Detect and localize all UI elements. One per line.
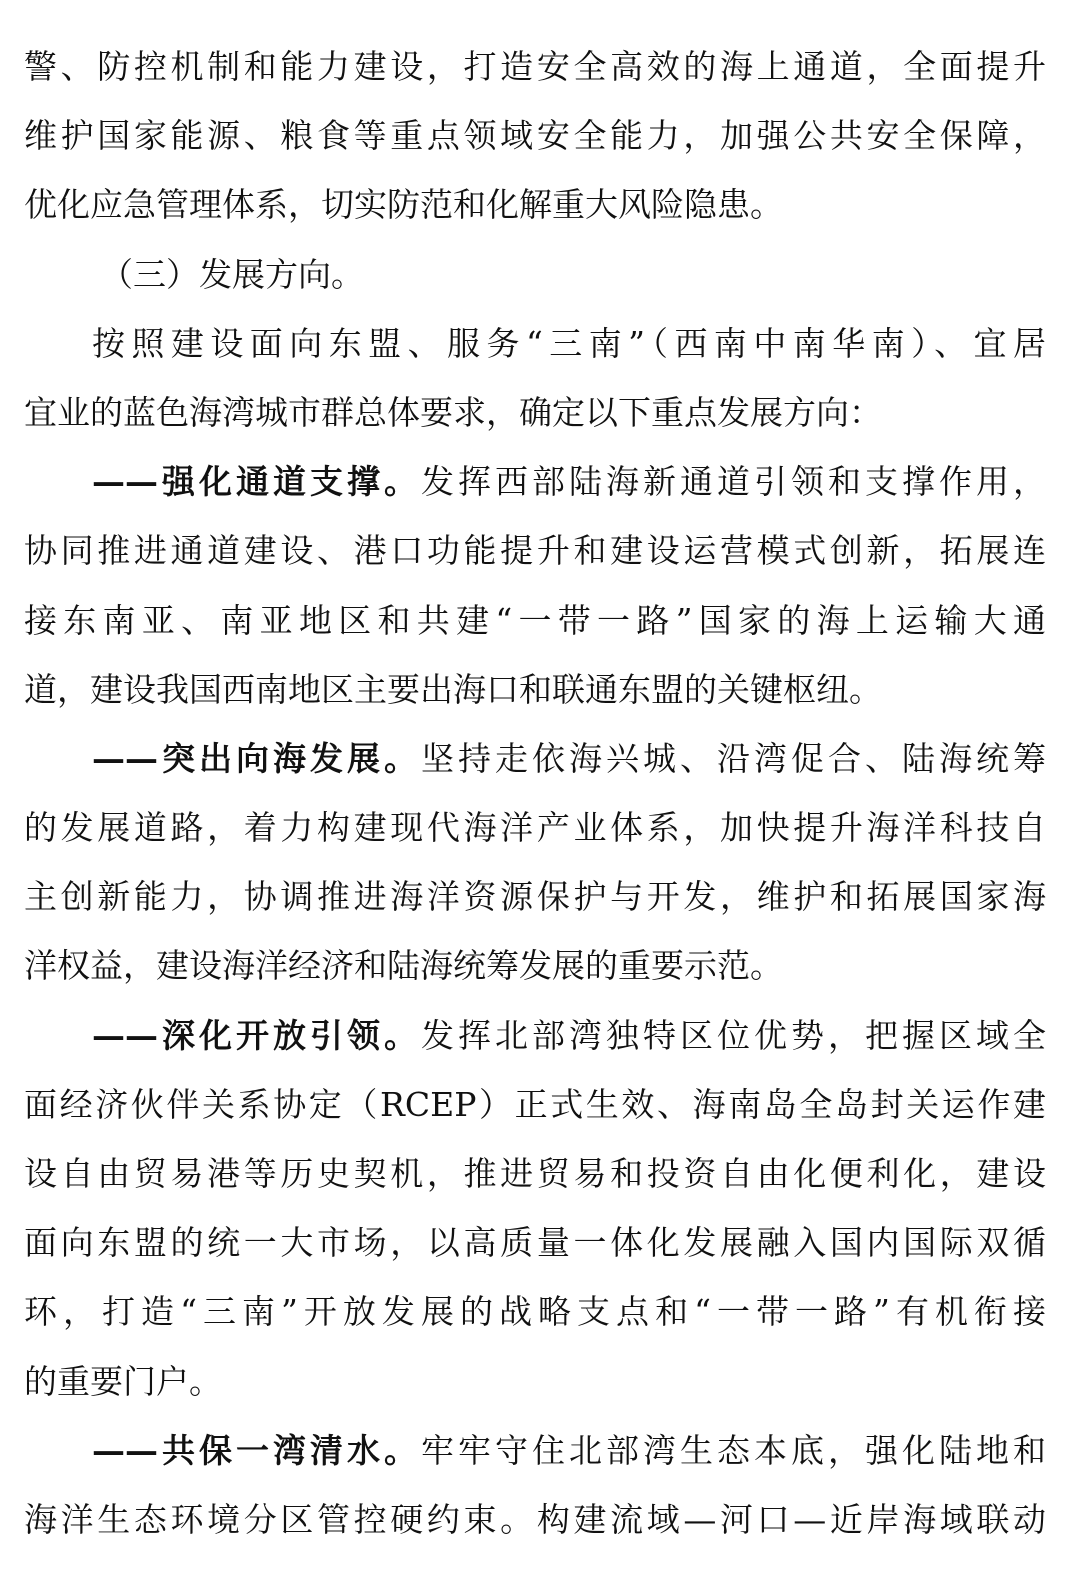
text-line: 接东南亚、南亚地区和共建“一带一路”国家的海上运输大通 (24, 600, 1046, 640)
text-line: 主创新能力，协调推进海洋资源保护与开发，维护和拓展国家海 (24, 877, 1046, 917)
item-heading: ——突出向海发展。 (92, 738, 421, 778)
text-line: 海洋生态环境分区管控硬约束。构建流域—河口—近岸海域联动 (24, 1499, 1046, 1539)
paragraph-first-line (24, 447, 1046, 516)
text-line: 维护国家能源、粮食等重点领域安全能力，加强公共安全保障， (24, 116, 1046, 156)
item-text: 坚持走依海兴城、沿湾促合、陆海统筹 (421, 738, 1046, 778)
item-text: 发挥西部陆海新通道引领和支撑作用， (421, 462, 1046, 502)
paragraph-first-line (24, 724, 1046, 793)
text-line: 优化应急管理体系，切实防范和化解重大风险隐患。 (24, 185, 783, 225)
paragraph-first-line (24, 1416, 1046, 1485)
document-page (24, 32, 1046, 1554)
item-heading: ——深化开放引领。 (92, 1015, 421, 1055)
text-line: 的重要门户。 (24, 1361, 222, 1401)
text-line: 面经济伙伴关系协定（RCEP）正式生效、海南岛全岛封关运作建 (24, 1084, 1046, 1124)
paragraph-first-line (24, 1001, 1046, 1070)
text-line: 环，打造“三南”开放发展的战略支点和“一带一路”有机衔接 (24, 1292, 1046, 1332)
item-heading: ——强化通道支撑。 (92, 462, 421, 502)
text-line: 宜业的蓝色海湾城市群总体要求，确定以下重点发展方向： (24, 392, 882, 432)
item-text: 牢牢守住北部湾生态本底，强化陆地和 (421, 1430, 1046, 1470)
text-line: 洋权益，建设海洋经济和陆海统筹发展的重要示范。 (24, 946, 783, 986)
text-line: 面向东盟的统一大市场，以高质量一体化发展融入国内国际双循 (24, 1223, 1046, 1263)
text-line: 道，建设我国西南地区主要出海口和联通东盟的关键枢纽。 (24, 669, 882, 709)
item-text: 发挥北部湾独特区位优势，把握区域全 (421, 1015, 1046, 1055)
paragraph-first-line: 按照建设面向东盟、服务“三南”（西南中南华南）、宜居 (92, 323, 1046, 363)
text-line: 的发展道路，着力构建现代海洋产业体系，加快提升海洋科技自 (24, 808, 1046, 848)
item-heading: ——共保一湾清水。 (92, 1430, 421, 1470)
text-line: 协同推进通道建设、港口功能提升和建设运营模式创新，拓展连 (24, 531, 1046, 571)
section-heading: （三）发展方向。 (100, 254, 364, 294)
text-line: 设自由贸易港等历史契机，推进贸易和投资自由化便利化，建设 (24, 1154, 1046, 1193)
text-line: 警、防控机制和能力建设，打造安全高效的海上通道，全面提升 (24, 47, 1046, 86)
